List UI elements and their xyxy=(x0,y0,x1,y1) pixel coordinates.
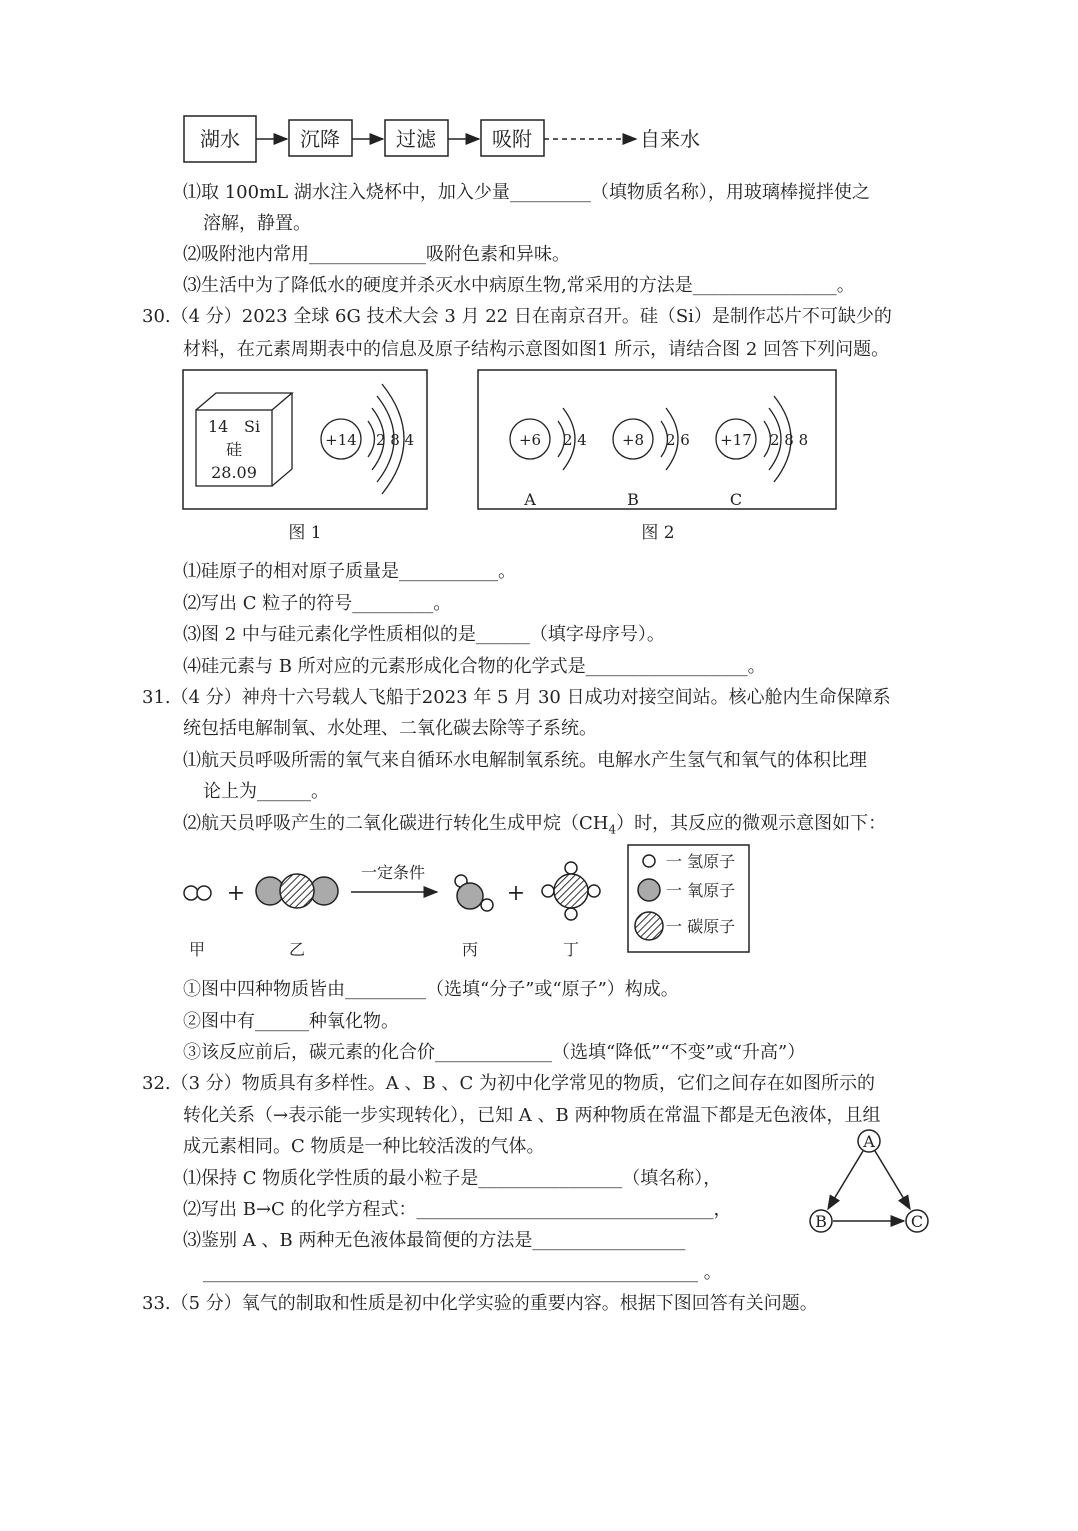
q32-part2: ⑵写出 B→C 的化学方程式：_________________________________， xyxy=(183,1199,732,1220)
q32-stem-line3: 成元素相同。C 物质是一种比较活泼的气体。 xyxy=(183,1136,545,1157)
q32-part3-line2: _______________________________________________________ 。 xyxy=(203,1262,722,1283)
q29-part2: ⑵吸附池内常用_____________吸附色素和异味。 xyxy=(183,244,570,265)
flow-step-3: 过滤 xyxy=(396,127,436,151)
q32-part3-line1: ⑶鉴别 A 、B 两种无色液体最简便的方法是_________________ xyxy=(183,1230,686,1251)
q31-sub2: ②图中有______种氧化物。 xyxy=(183,1011,399,1032)
water-treatment-flow-diagram xyxy=(0,0,1078,170)
q31-part2-end: ）时，其反应的微观示意图如下： xyxy=(616,813,887,834)
plus-sign-2: + xyxy=(506,881,526,906)
flow-step-1: 湖水 xyxy=(200,127,240,151)
label-yi: 乙 xyxy=(288,940,306,959)
atom-b-nucleus: +8 xyxy=(621,431,645,449)
q30-part4: ⑷硅元素与 B 所对应的元素形成化合物的化学式是__________________。 xyxy=(183,656,766,677)
node-a: A xyxy=(863,1132,875,1151)
q29-part1-line2: 溶解，静置。 xyxy=(203,213,311,234)
si-mass: 28.09 xyxy=(211,463,257,482)
node-c: C xyxy=(910,1212,924,1231)
atom-a-shells: 2 4 xyxy=(563,431,587,449)
legend-hydrogen: 一 氢原子 xyxy=(666,852,736,871)
flow-step-4: 吸附 xyxy=(492,127,532,151)
q30-part1: ⑴硅原子的相对原子质量是___________。 xyxy=(183,561,516,582)
label-bing: 丙 xyxy=(461,940,479,959)
atom-b-label: B xyxy=(627,490,639,509)
si-name: 硅 xyxy=(225,440,243,459)
si-atomic-number: 14 xyxy=(208,417,229,436)
flow-step-2: 沉降 xyxy=(300,127,340,151)
atom-a-label: A xyxy=(524,490,536,509)
q31-part2-subscript: 4 xyxy=(608,822,617,837)
fig2-caption: 图 2 xyxy=(641,523,675,543)
reaction-condition: 一定条件 xyxy=(360,863,426,882)
si-nucleus: +14 xyxy=(325,431,357,449)
q33-stem: 33.（5 分）氧气的制取和性质是初中化学实验的重要内容。根据下图回答有关问题。 xyxy=(142,1293,818,1314)
label-ding: 丁 xyxy=(562,940,580,959)
q30-figures xyxy=(0,360,1078,550)
q30-stem-line2: 材料，在元素周期表中的信息及原子结构示意图如图1 所示，请结合图 2 回答下列问题。 xyxy=(183,339,890,360)
legend-oxygen: 一 氧原子 xyxy=(666,881,736,900)
q31-part1-line2: 论上为______。 xyxy=(203,781,329,802)
reaction-micro-diagram xyxy=(0,838,1078,968)
q30-part3: ⑶图 2 中与硅元素化学性质相似的是______（填字母序号）。 xyxy=(183,624,665,645)
abc-triangle-diagram xyxy=(790,1120,950,1240)
atom-c-shells: 2 8 8 xyxy=(770,431,809,449)
q29-part1-line1: ⑴取 100mL 湖水注入烧杯中，加入少量_________（填物质名称），用玻璃棒搅拌使之 xyxy=(183,182,870,203)
flow-end: 自来水 xyxy=(640,127,700,151)
q31-stem-line1: 31.（4 分）神舟十六号载人飞船于2023 年 5 月 30 日成功对接空间站。核心舱内生命保障系 xyxy=(142,687,891,708)
q31-sub1: ①图中四种物质皆由_________（选填“分子”或“原子”）构成。 xyxy=(183,979,679,1000)
q30-part2: ⑵写出 C 粒子的符号_________。 xyxy=(183,593,452,614)
q32-stem-line1: 32.（3 分）物质具有多样性。A 、B 、C 为初中化学常见的物质，它们之间存在如图所示的 xyxy=(142,1073,875,1094)
q29-part3: ⑶生活中为了降低水的硬度并杀灭水中病原生物,常采用的方法是________________。 xyxy=(183,275,855,296)
q31-stem-line2: 统包括电解制氧、水处理、二氧化碳去除等子系统。 xyxy=(183,718,597,739)
q32-part1: ⑴保持 C 物质化学性质的最小粒子是________________（填名称）， xyxy=(183,1168,722,1189)
atom-b-shells: 2 6 xyxy=(666,431,690,449)
q32-stem-line2: 转化关系（→表示能一步实现转化），已知 A 、B 两种物质在常温下都是无色液体，且组 xyxy=(183,1105,881,1126)
fig1-caption: 图 1 xyxy=(288,523,322,543)
node-b: B xyxy=(815,1212,827,1231)
si-symbol: Si xyxy=(244,417,261,436)
si-shells: 2 8 4 xyxy=(376,431,415,449)
legend-carbon: 一 碳原子 xyxy=(666,917,736,936)
q31-part2-text: ⑵航天员呼吸产生的二氧化碳进行转化生成甲烷（CH xyxy=(183,813,609,834)
label-jia: 甲 xyxy=(188,940,206,959)
atom-c-nucleus: +17 xyxy=(720,431,752,449)
q31-sub3: ③该反应前后，碳元素的化合价_____________（选填“降低”“不变”或“升高”） xyxy=(183,1042,806,1063)
atom-c-label: C xyxy=(729,490,743,509)
q30-stem-line1: 30.（4 分）2023 全球 6G 技术大会 3 月 22 日在南京召开。硅（Si）是制作芯片不可缺少的 xyxy=(142,306,892,327)
q31-part1-line1: ⑴航天员呼吸所需的氧气来自循环水电解制氧系统。电解水产生氢气和氧气的体积比理 xyxy=(183,750,867,771)
plus-sign-1: + xyxy=(226,881,246,906)
atom-a-nucleus: +6 xyxy=(518,431,542,449)
